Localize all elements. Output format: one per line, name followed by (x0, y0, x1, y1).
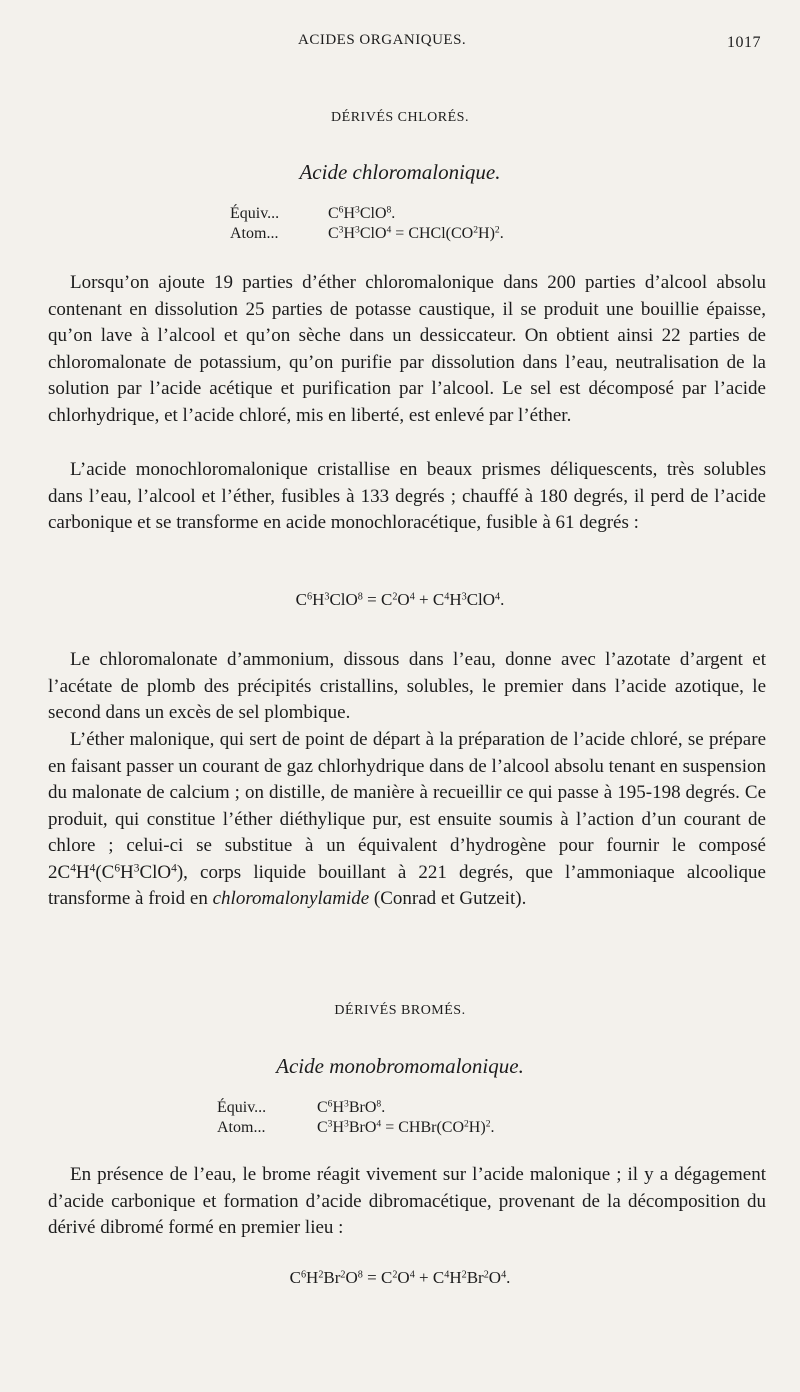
equation-decomposition-bromo: $C^6H^2Br^2O^8 = C^2O^4 + C^4H^2Br^2O^4$. (289, 1268, 511, 1287)
paragraph-preparation: Lorsqu’on ajoute 19 parties d’éther chloromalonique dans 200 parties d’alcool absolu contenant en dissolution 25 parties de potasse caustique, il se produit une bouillie épaisse, qu’on lave à l’alcool et qu’on sèche dans un dessiccateur. On obtient ainsi 22 parties de chloromalonate de potassium, qu’on purifie par dissolution dans l’eau, neutralisation de la solution par l’acide acétique et purification par l’alcool. Le sel est décomposé par l’acide chlorhydrique, et l’acide chloré, mis en liberté, est enlevé par l’éther. (48, 272, 766, 426)
equation-decomposition-chloro: $C^6H^3ClO^8 = C^2O^4 + C^4H^3ClO^4$. (295, 590, 505, 609)
paragraph-properties: L’acide monochloromalonique cristallise en beaux prismes déliquescents, très solubles dans l’eau, l’alcool et l’éther, fusibles à 133 degrés ; chauffé à 180 degrés, il perd de l’acide carbonique et se transforme en acide monochloracétique, fusible à 61 degrés : (48, 459, 766, 533)
section-heading-brome: DÉRIVÉS BROMÉS. (334, 1003, 466, 1018)
section-heading-chlore: DÉRIVÉS CHLORÉS. (331, 110, 469, 125)
formula-block-chloromalonique (230, 204, 504, 244)
equiv-label: Équiv... (230, 205, 280, 222)
equiv-formula: $C^6H^3ClO^8$. (328, 204, 396, 222)
acid-title-chloromalonique: Acide chloromalonique. (299, 160, 501, 184)
atom-formula: $C^3H^3BrO^4$ = $CHBr(CO^2H)^2$. (317, 1118, 495, 1136)
atom-formula: $C^3H^3ClO^4$ = $CHCl(CO^2H)^2$. (328, 224, 504, 242)
acid-title-bromomalonique: Acide monobromomalonique. (276, 1054, 524, 1078)
atom-label: Atom... (217, 1119, 266, 1136)
formula-block-bromomalonique (217, 1098, 494, 1138)
paragraph-ether-malonique: L’éther malonique, qui sert de point de départ à la préparation de l’acide chloré, se prépare en faisant passer un courant de gaz chlorhydrique dans de l’alcool absolu tenant en suspension du malonate de calcium ; on distille, de manière à recueillir ce qui passe à 195-198 degrés. Ce produit, qui constitue l’éther diéthylique pur, est ensuite soumis à l’action d’un courant de chlore ; celui-ci se substitue à un équivalent d’hydrogène pour fournir le composé $2C^4H^4(C^6H^3ClO^4)$, corps liquide bouillant à 221 degrés, que l’ammoniaque alcoolique transforme à froid en chloromalonylamide (Conrad et Gutzeit). (48, 729, 766, 909)
atom-label: Atom... (230, 225, 279, 242)
page-number: 1017 (727, 34, 761, 51)
paragraph-ammonium-salt: Le chloromalonate d’ammonium, dissous dans l’eau, donne avec l’azotate d’argent et l’acétate de plomb des précipités cristallins, solubles, le premier dans l’acide azotique, le second dans un excès de sel plombique. (48, 649, 766, 723)
paragraph-bromination: En présence de l’eau, le brome réagit vivement sur l’acide malonique ; il y a dégagement d’acide carbonique et formation d’acide dibromacétique, provenant de la décomposition du dérivé dibromé formé en premier lieu : (48, 1164, 766, 1238)
running-head-title: ACIDES ORGANIQUES. (298, 32, 467, 48)
equiv-formula: $C^6H^3BrO^8$. (317, 1098, 386, 1116)
equiv-label: Équiv... (217, 1099, 267, 1116)
